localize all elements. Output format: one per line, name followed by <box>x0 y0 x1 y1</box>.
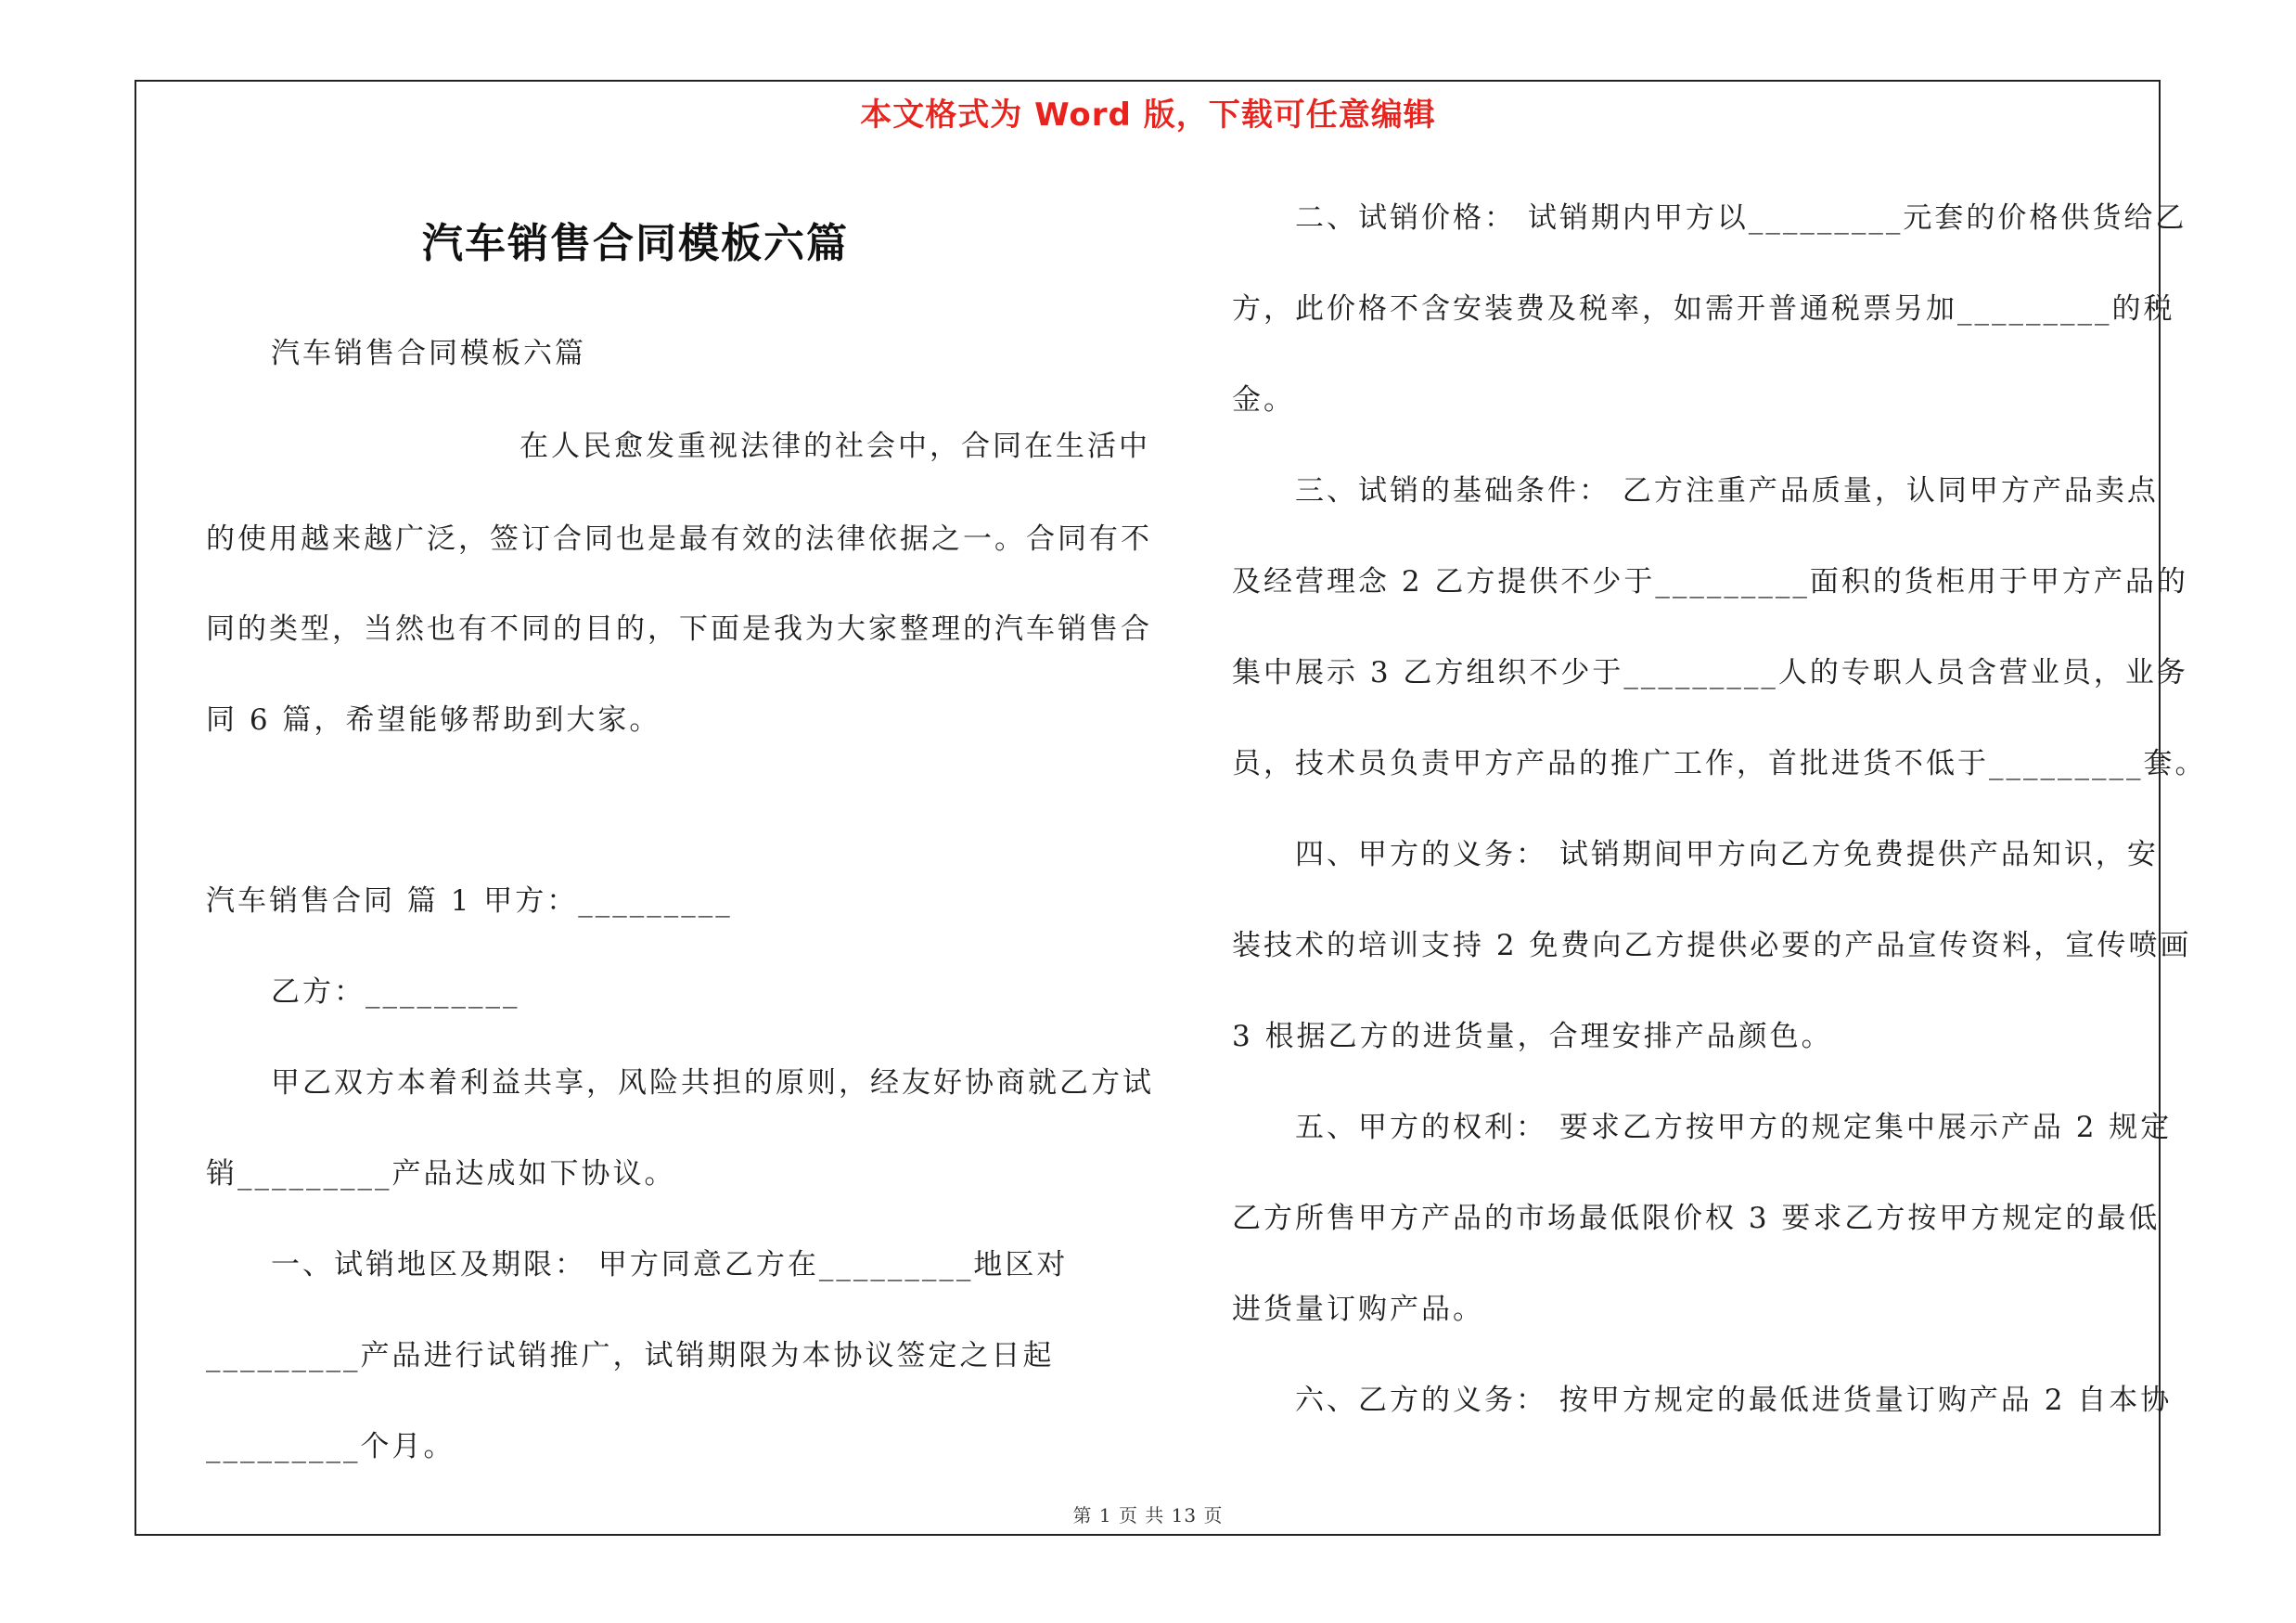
format-banner: 本文格式为 Word 版，下载可任意编辑 <box>860 97 1436 134</box>
text-line: 员，技术员负责甲方产品的推广工作，首批进货不低于_________套。 <box>1232 747 2207 780</box>
text-line: 四、甲方的义务： 试销期间甲方向乙方免费提供产品知识，安 <box>1295 838 2159 871</box>
text-line: 方，此价格不含安装费及税率，如需开普通税票另加_________的税 <box>1232 292 2175 326</box>
text-line: 集中展示 3 乙方组织不少于_________人的专职人员含营业员，业务 <box>1232 656 2188 689</box>
text-line: 在人民愈发重视法律的社会中，合同在生活中 <box>519 430 1150 463</box>
text-line: 装技术的培训支持 2 免费向乙方提供必要的产品宣传资料，宣传喷画 <box>1232 929 2192 962</box>
document-title: 汽车销售合同模板六篇 <box>422 220 849 267</box>
text-line: 甲乙双方本着利益共享，风险共担的原则，经友好协商就乙方试 <box>271 1066 1154 1100</box>
page-number: 第 1 页 共 13 页 <box>1072 1504 1224 1526</box>
text-line: 进货量订购产品。 <box>1232 1293 1484 1326</box>
text-line: 同的类型，当然也有不同的目的，下面是我为大家整理的汽车销售合 <box>206 612 1152 646</box>
text-line: 乙方所售甲方产品的市场最低限价权 3 要求乙方按甲方规定的最低 <box>1232 1202 2161 1235</box>
text-line: _________产品进行试销推广，试销期限为本协议签定之日起 <box>206 1339 1055 1372</box>
text-line: 汽车销售合同模板六篇 <box>271 337 586 370</box>
text-line: 同 6 篇，希望能够帮助到大家。 <box>206 703 661 737</box>
text-line: 3 根据乙方的进货量，合理安排产品颜色。 <box>1232 1020 1833 1053</box>
text-line: 汽车销售合同 篇 1 甲方：_________ <box>206 884 733 918</box>
text-line: _________个月。 <box>206 1430 455 1463</box>
text-line: 乙方：_________ <box>271 975 520 1009</box>
text-line: 及经营理念 2 乙方提供不少于_________面积的货柜用于甲方产品的 <box>1232 565 2188 599</box>
text-line: 五、甲方的权利： 要求乙方按甲方的规定集中展示产品 2 规定 <box>1295 1111 2173 1144</box>
text-line: 销_________产品达成如下协议。 <box>206 1157 676 1191</box>
text-line: 一、试销地区及期限： 甲方同意乙方在_________地区对 <box>271 1248 1069 1282</box>
text-line: 的使用越来越广泛，签订合同也是最有效的法律依据之一。合同有不 <box>206 522 1152 556</box>
text-line: 六、乙方的义务： 按甲方规定的最低进货量订购产品 2 自本协 <box>1295 1384 2173 1417</box>
text-line: 金。 <box>1232 383 1295 417</box>
text-line: 二、试销价格： 试销期内甲方以_________元套的价格供货给乙 <box>1295 201 2187 235</box>
text-line: 三、试销的基础条件： 乙方注重产品质量，认同甲方产品卖点 <box>1295 474 2159 508</box>
